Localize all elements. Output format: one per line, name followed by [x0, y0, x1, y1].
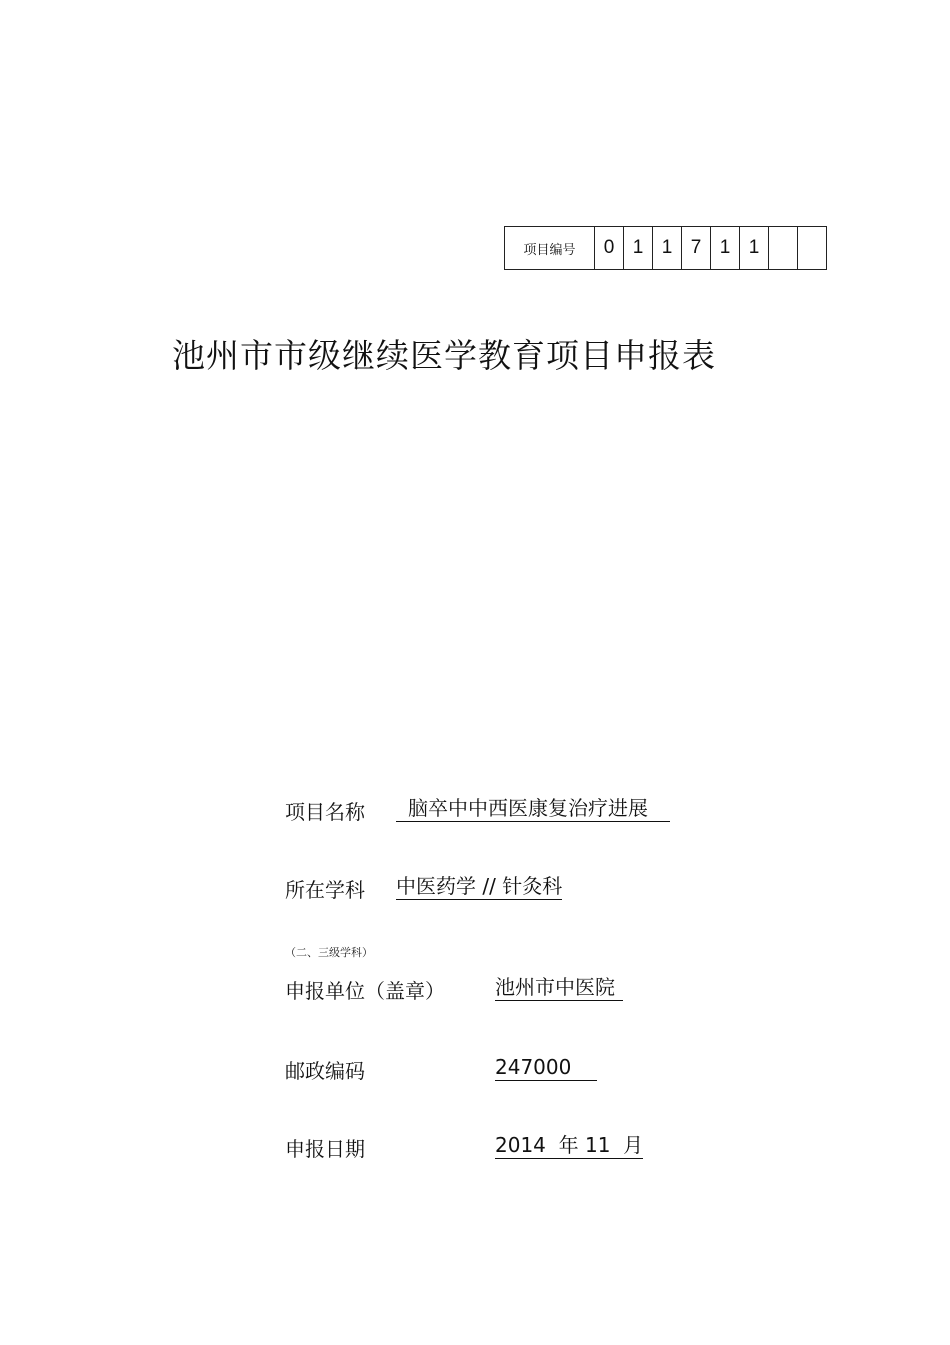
project-code-label: 项目编号: [505, 227, 595, 270]
project-code-digit: 1: [653, 227, 682, 270]
project-code-digit: [798, 227, 827, 270]
applicant-unit-label: 申报单位（盖章）: [285, 979, 445, 1003]
discipline-value: 中医药学 // 针灸科: [396, 874, 563, 898]
project-code-digit: 7: [682, 227, 711, 270]
apply-date-label: 申报日期: [285, 1137, 365, 1161]
project-code-digit: 0: [595, 227, 624, 270]
postal-code-label: 邮政编码: [285, 1059, 365, 1083]
discipline-label: 所在学科: [285, 878, 365, 902]
apply-date-value: 2014 年 11 月: [495, 1133, 644, 1157]
project-code-digit: 1: [624, 227, 653, 270]
applicant-unit-value: 池州市中医院: [495, 975, 623, 1001]
project-code-digit: [769, 227, 798, 270]
project-name-label: 项目名称: [285, 800, 365, 824]
project-code-table: [504, 226, 827, 270]
document-title: 池州市市级继续医学教育项目申报表: [172, 336, 716, 375]
project-code-digit: 1: [711, 227, 740, 270]
discipline-note: （二、三级学科）: [285, 946, 373, 959]
postal-code-value: 247000: [495, 1055, 597, 1081]
project-name-value: 脑卒中中西医康复治疗进展: [396, 796, 670, 822]
project-code-digit: 1: [740, 227, 769, 270]
